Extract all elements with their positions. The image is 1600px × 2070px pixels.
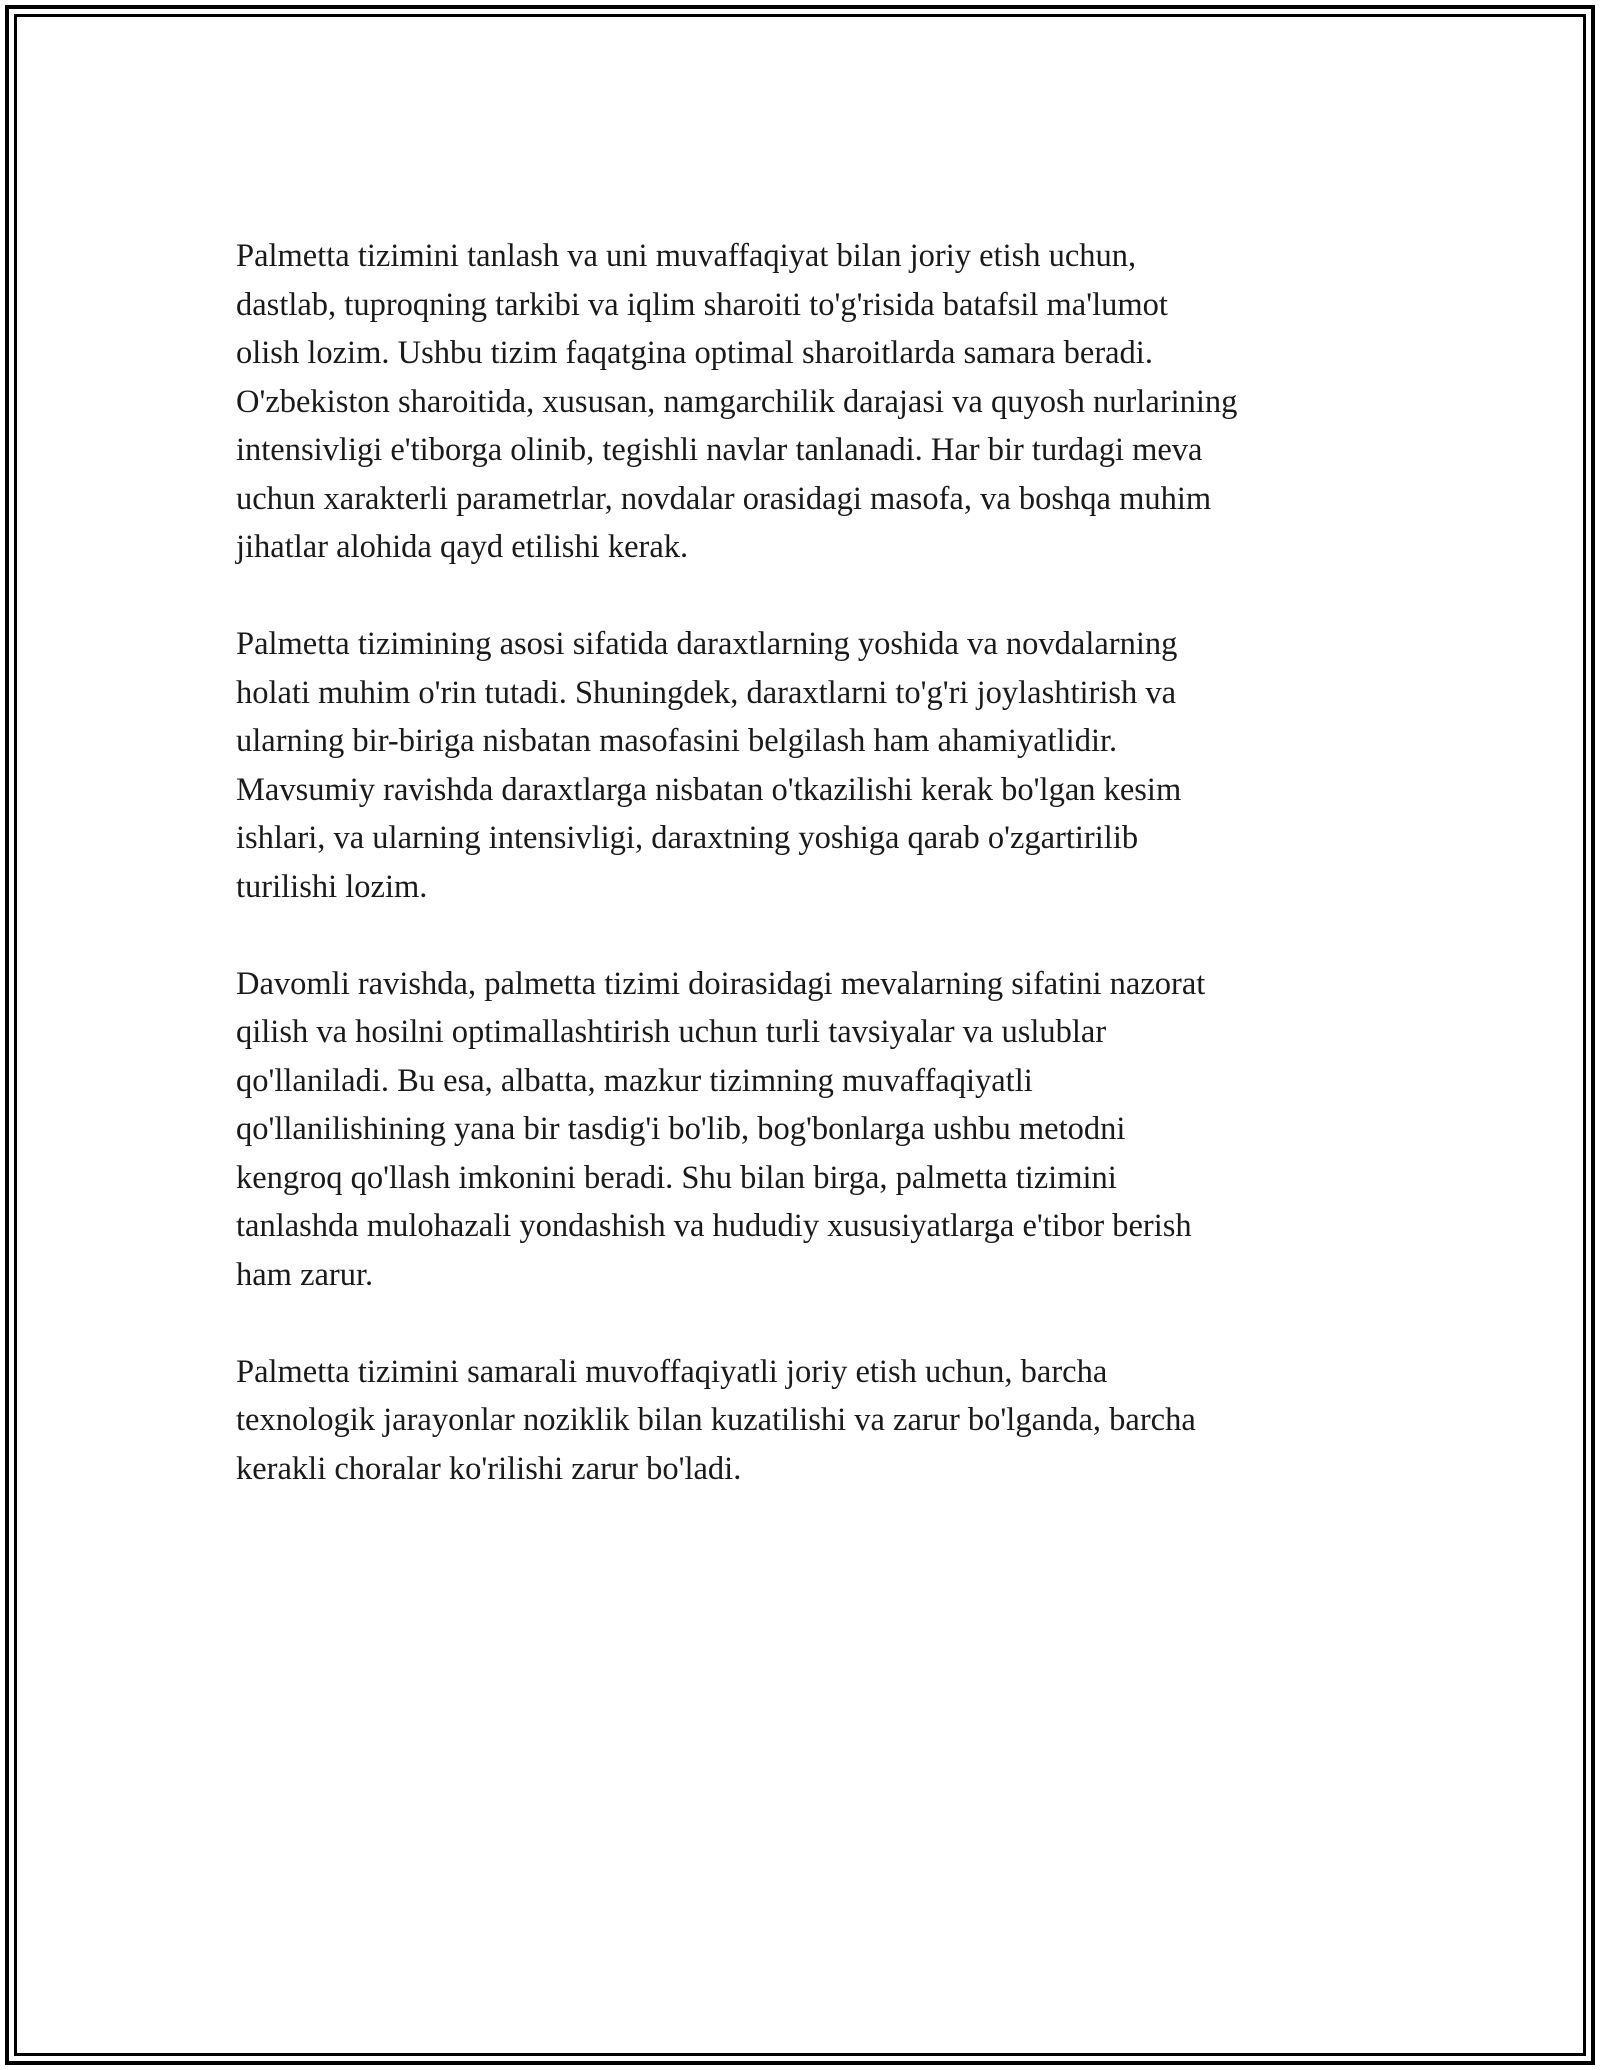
text-line: ishlari, va ularning intensivligi, daraxtning yoshiga qarab o'zgartirilib xyxy=(236,820,1139,856)
text-line: qilish va hosilni optimallashtirish uchun turli tavsiyalar va uslublar xyxy=(236,1014,1107,1050)
text-line: dastlab, tuproqning tarkibi va iqlim sharoiti to'g'risida batafsil ma'lumot xyxy=(236,286,1168,323)
text-line: olish lozim. Ushbu tizim faqatgina optimal sharoitlarda samara beradi. xyxy=(236,335,1153,371)
text-line: texnologik jarayonlar noziklik bilan kuzatilishi va zarur bo'lganda, barcha xyxy=(236,1402,1196,1438)
paragraph-1 xyxy=(236,232,1386,572)
text-line: Davomli ravishda, palmetta tizimi doirasidagi mevalarning sifatini nazorat xyxy=(236,965,1206,1002)
text-line: Mavsumiy ravishda daraxtlarga nisbatan o'tkazilishi kerak bo'lgan kesim xyxy=(236,771,1182,808)
text-line: Palmetta tizimining asosi sifatida daraxtlarning yoshida va novdalarning xyxy=(236,626,1178,662)
text-line: kerakli choralar ko'rilishi zarur bo'ladi. xyxy=(236,1450,742,1487)
text-line: intensivligi e'tiborga olinib, tegishli navlar tanlanadi. Har bir turdagi meva xyxy=(236,432,1203,468)
text-line: Palmetta tizimini samarali muvoffaqiyatli joriy etish uchun, barcha xyxy=(236,1353,1108,1390)
paragraph-2 xyxy=(236,620,1386,911)
text-line: jihatlar alohida qayd etilishi kerak. xyxy=(236,529,689,565)
paragraph-3 xyxy=(236,960,1386,1300)
text-line: O'zbekiston sharoitida, xususan, namgarchilik darajasi va quyosh nurlarining xyxy=(236,383,1238,420)
text-line: tanlashda mulohazali yondashish va hududiy xususiyatlarga e'tibor berish xyxy=(236,1208,1192,1244)
paragraph-4 xyxy=(236,1348,1386,1494)
text-line: ham zarur. xyxy=(236,1256,374,1293)
text-line: uchun xarakterli parametrlar, novdalar orasidagi masofa, va boshqa muhim xyxy=(236,480,1212,517)
text-line: qo'llanilishining yana bir tasdig'i bo'lib, bog'bonlarga ushbu metodni xyxy=(236,1111,1126,1147)
text-line: kengroq qo'llash imkonini beradi. Shu bilan birga, palmetta tizimini xyxy=(236,1159,1117,1196)
document-body xyxy=(236,232,1386,1542)
text-line: ularning bir-biriga nisbatan masofasini belgilash ham ahamiyatlidir. xyxy=(236,723,1118,759)
text-line: holati muhim o'rin tutadi. Shuningdek, daraxtlarni to'g'ri joylashtirish va xyxy=(236,674,1177,711)
text-line: Palmetta tizimini tanlash va uni muvaffaqiyat bilan joriy etish uchun, xyxy=(236,238,1137,274)
text-line: turilishi lozim. xyxy=(236,868,428,905)
text-line: qo'llaniladi. Bu esa, albatta, mazkur tizimning muvaffaqiyatli xyxy=(236,1062,1033,1099)
